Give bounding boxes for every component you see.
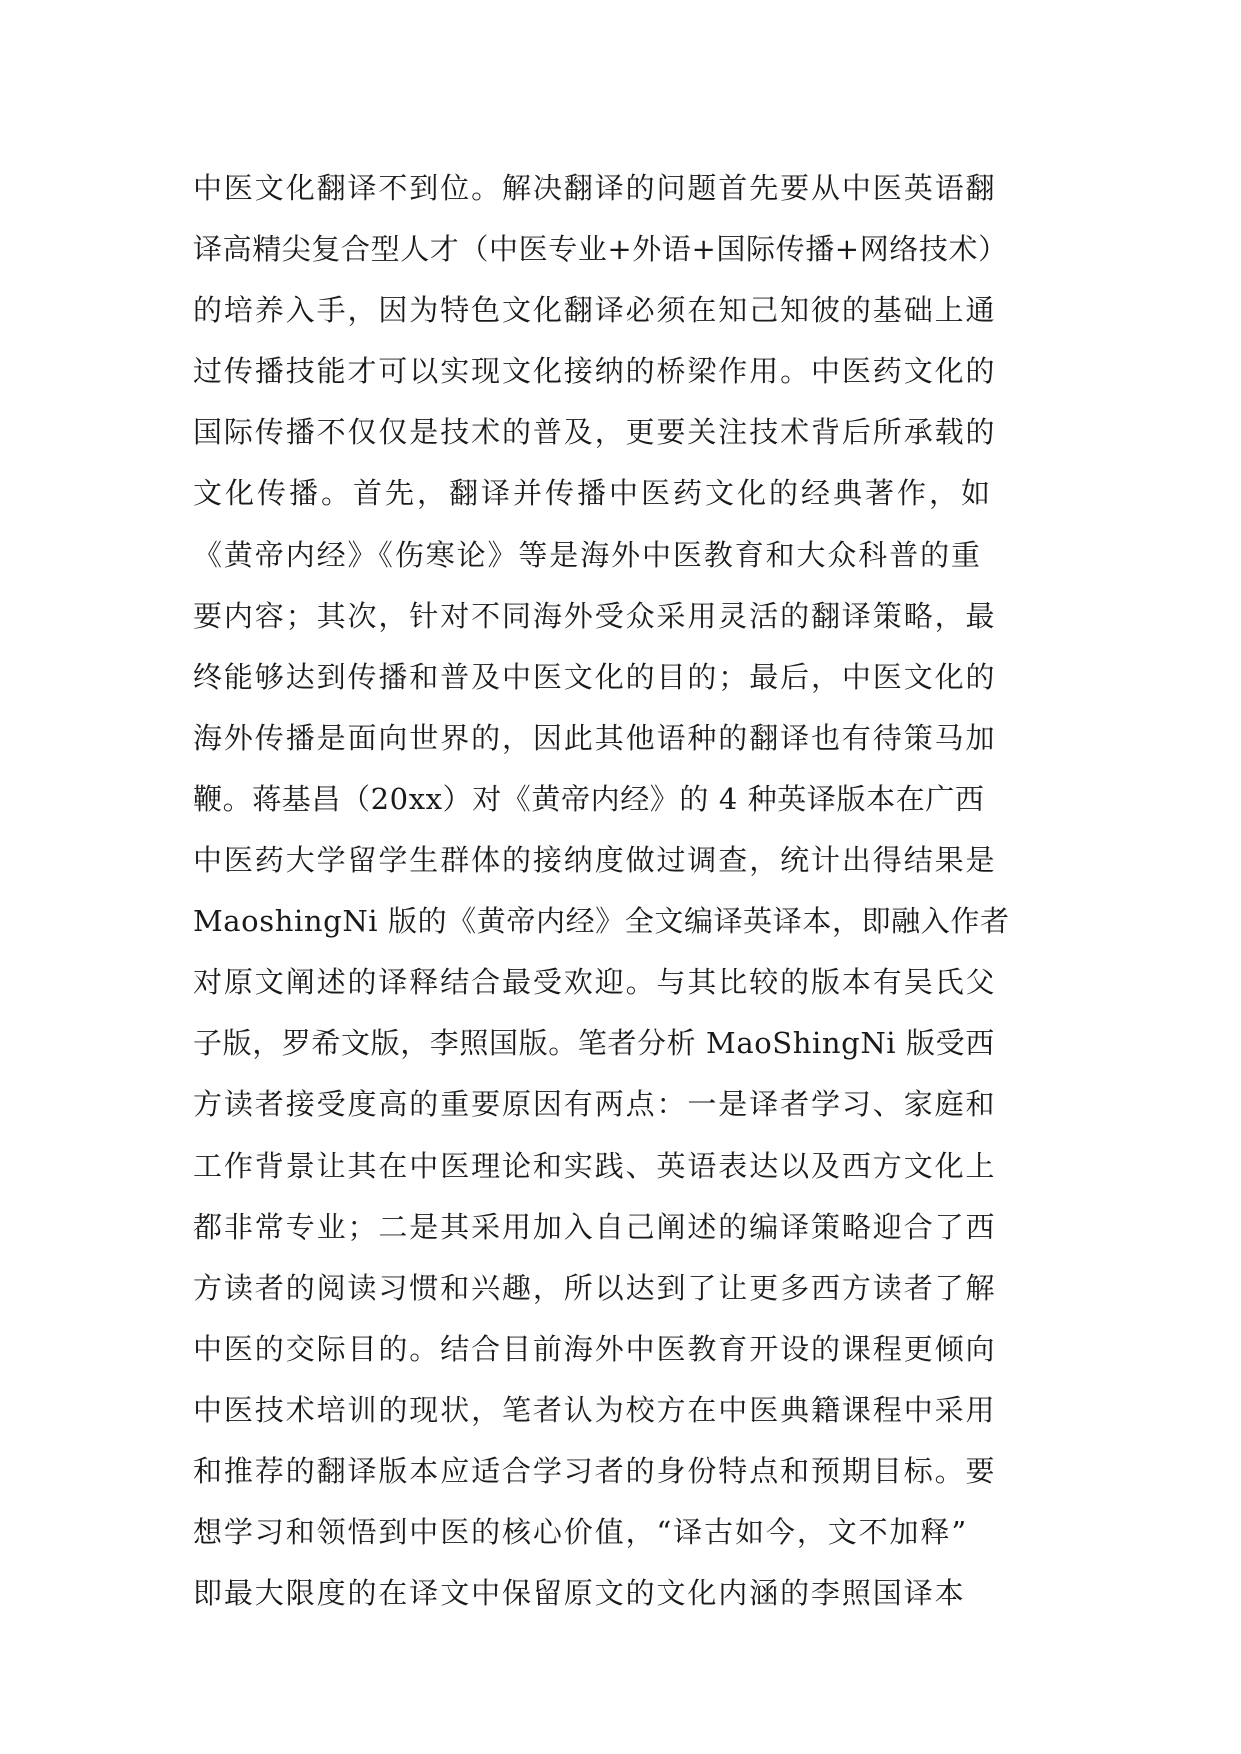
text-line: 想学习和领悟到中医的核心价值，“译古如今，文不加释”: [193, 1515, 969, 1550]
text-line: 都非常专业；二是其采用加入自己阐述的编译策略迎合了西: [193, 1209, 997, 1244]
text-line: 要内容；其次，针对不同海外受众采用灵活的翻译策略，最: [193, 598, 997, 633]
text-line: 《黄帝内经》《伤寒论》等是海外中医教育和大众科普的重: [193, 537, 982, 572]
text-line: 的培养入手，因为特色文化翻译必须在知己知彼的基础上通: [193, 293, 997, 328]
text-line: 工作背景让其在中医理论和实践、英语表达以及西方文化上: [193, 1148, 997, 1183]
text-line: 方读者接受度高的重要原因有两点：一是译者学习、家庭和: [193, 1087, 997, 1122]
text-line: 即最大限度的在译文中保留原文的文化内涵的李照国译本: [193, 1576, 966, 1611]
text-line: 对原文阐述的译释结合最受欢迎。与其比较的版本有吴氏父: [193, 965, 997, 1000]
text-line: 终能够达到传播和普及中医文化的目的；最后，中医文化的: [193, 659, 997, 694]
text-line: 子版，罗希文版，李照国版。笔者分析 MaoShingNi 版受西: [193, 1026, 995, 1061]
text-line: 和推荐的翻译版本应适合学习者的身份特点和预期目标。要: [193, 1453, 997, 1488]
text-line: 鞭。蒋基昌（20xx）对《黄帝内经》的 4 种英译版本在广西: [193, 781, 985, 816]
body-paragraph: [193, 158, 1053, 1624]
text-line: 方读者的阅读习惯和兴趣，所以达到了让更多西方读者了解: [193, 1270, 997, 1305]
text-line: 文化传播。首先，翻译并传播中医药文化的经典著作，如: [193, 476, 994, 511]
text-line: 中医的交际目的。结合目前海外中医教育开设的课程更倾向: [193, 1331, 997, 1366]
text-line: 中医文化翻译不到位。解决翻译的问题首先要从中医英语翻: [193, 171, 997, 205]
text-line: 中医药大学留学生群体的接纳度做过调查，统计出得结果是: [193, 843, 997, 878]
text-line: 海外传播是面向世界的，因此其他语种的翻译也有待策马加: [193, 720, 997, 755]
text-line: 国际传播不仅仅是技术的普及，更要关注技术背后所承载的: [193, 415, 997, 450]
text-line: 过传播技能才可以实现文化接纳的桥梁作用。中医药文化的: [193, 354, 997, 389]
text-line: MaoshingNi 版的《黄帝内经》全文编译英译本，即融入作者: [193, 904, 1010, 939]
text-line: 中医技术培训的现状，笔者认为校方在中医典籍课程中采用: [193, 1392, 997, 1427]
text-line: 译高精尖复合型人才（中医专业+外语+国际传播+网络技术）: [193, 232, 1008, 267]
